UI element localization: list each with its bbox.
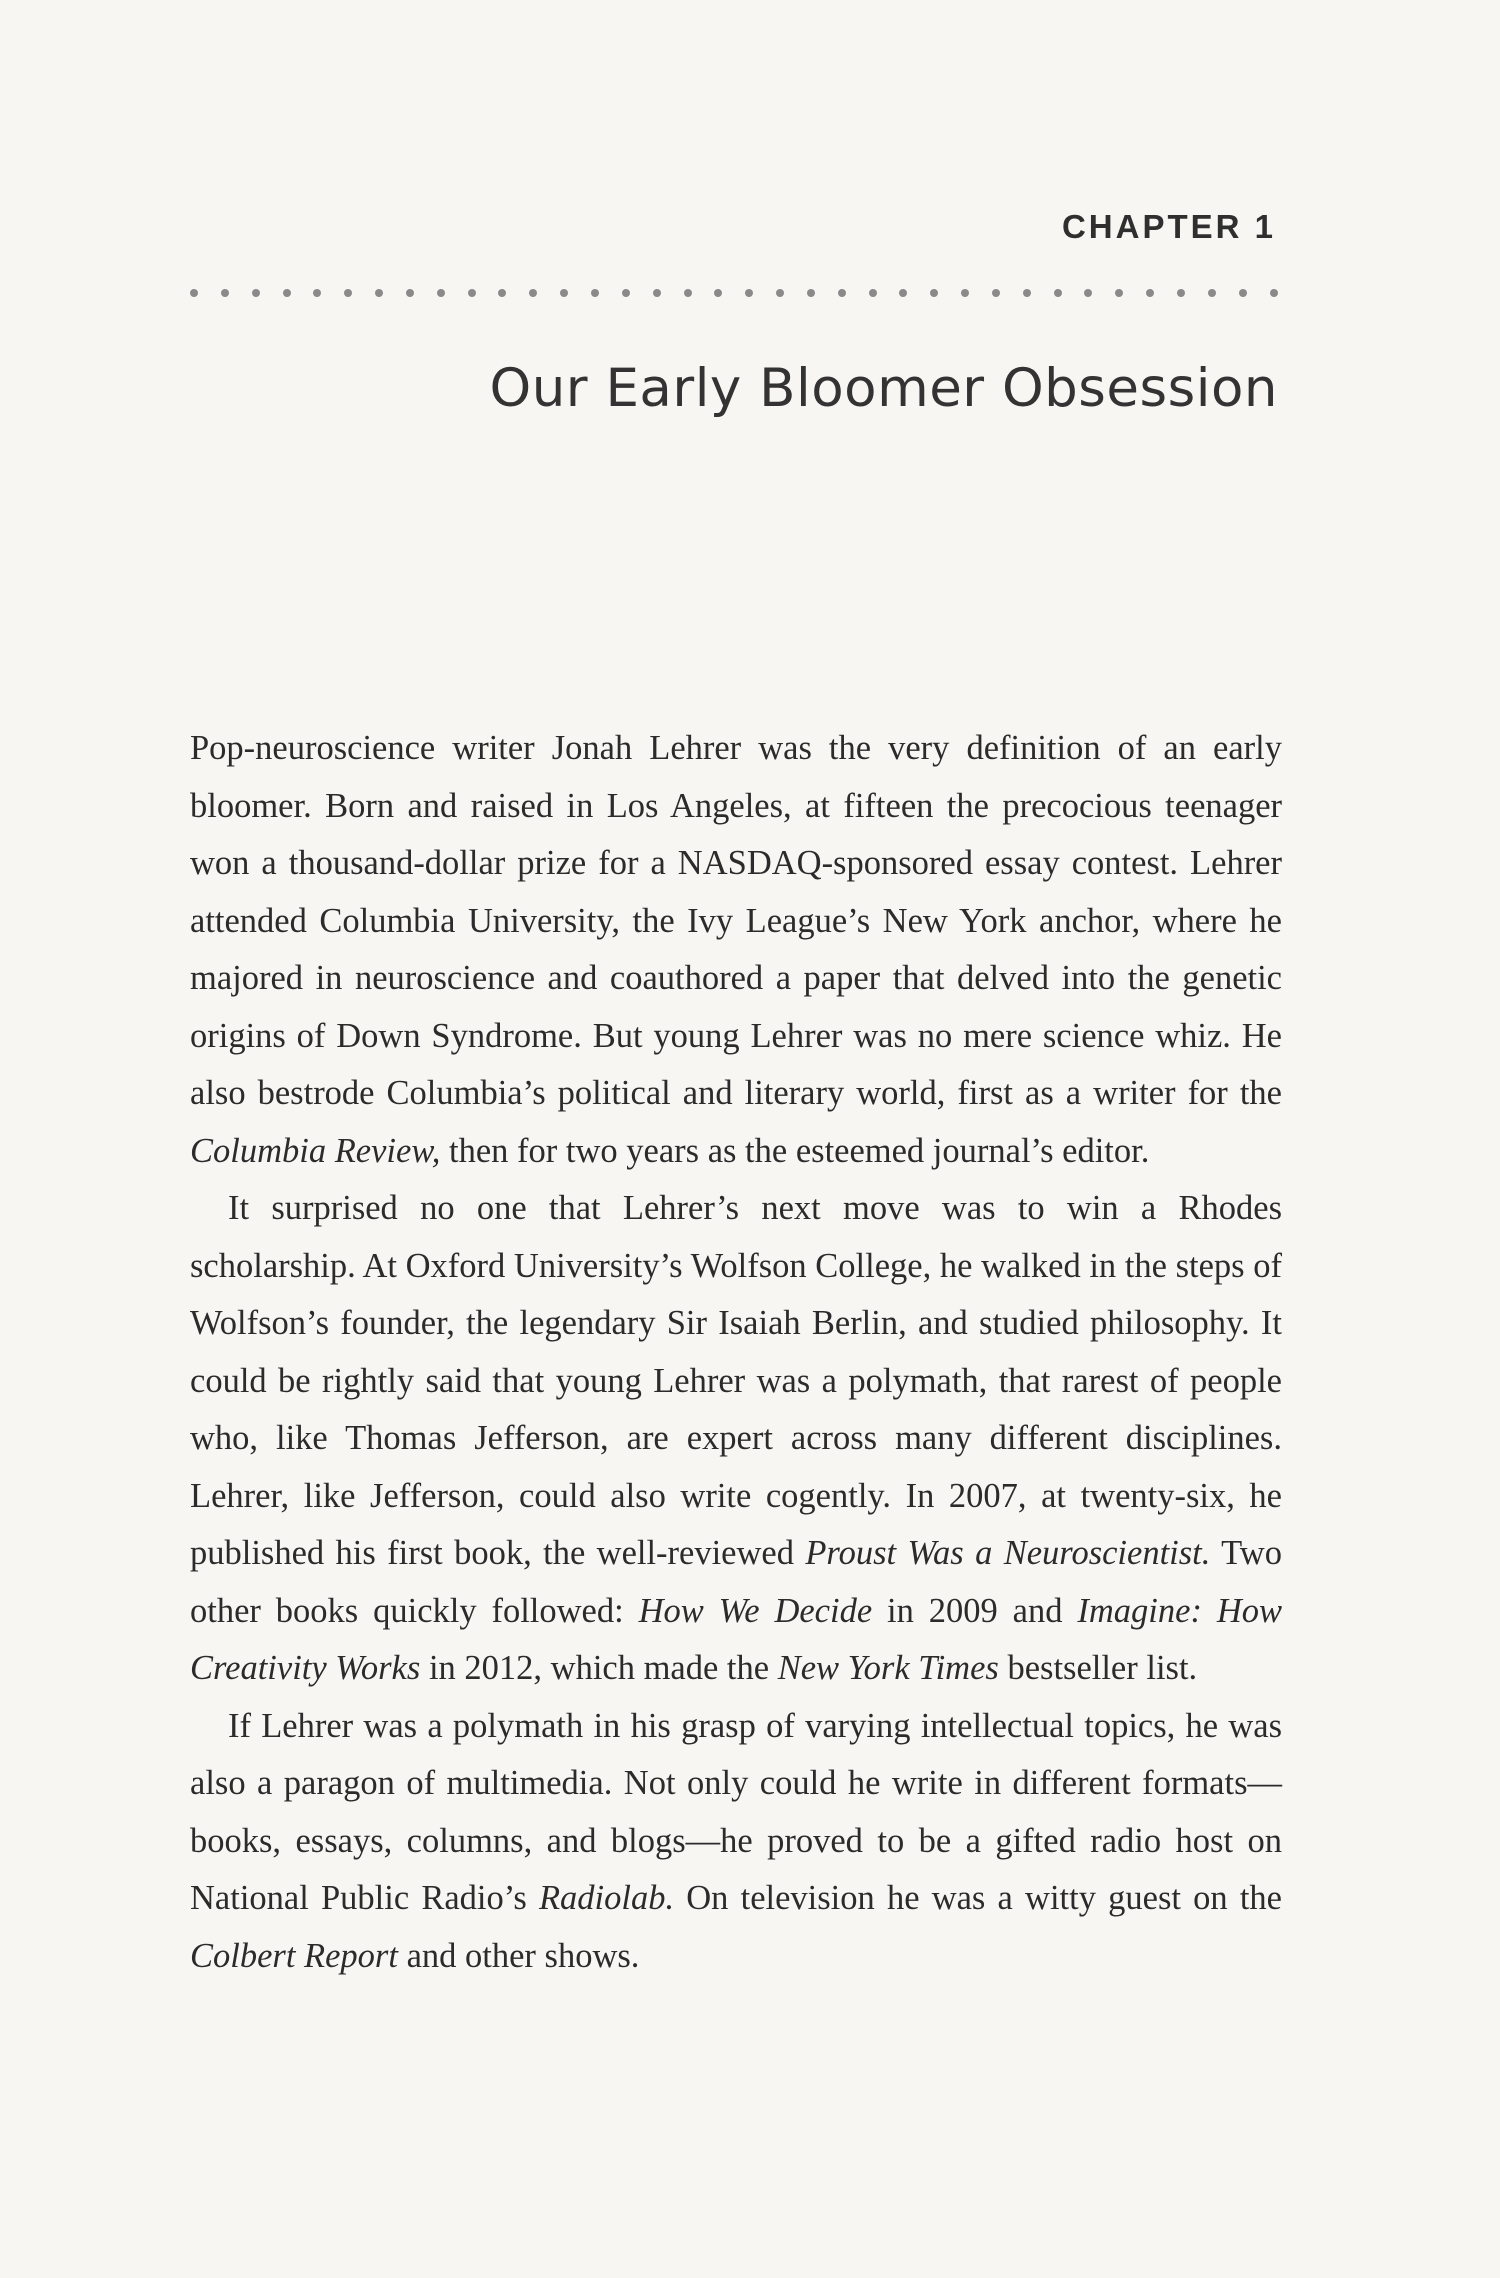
text-run: If Lehrer was a polymath in his grasp of varying intellectual topics, he was also a paragon of multimedia. Not only could he write in different formats—books, essays, columns, and blogs—he proved to be a gifted radio host on National Public Radio’s [190,1706,1282,1917]
italic-title: Columbia Review, [190,1131,441,1170]
divider-dot [560,289,568,297]
divider-dot [221,289,229,297]
divider-dot [1208,289,1216,297]
divider-dot [622,289,630,297]
divider-dot [869,289,877,297]
text-run: and other shows. [397,1936,640,1975]
text-run: On television he was a witty guest on the [674,1879,1282,1917]
divider-dot [653,289,661,297]
divider-dot [1115,289,1123,297]
divider-dot [1054,289,1062,297]
divider-dot [529,289,537,297]
dotted-divider [190,286,1278,300]
divider-dot [1146,289,1154,297]
italic-title: Imagine: How Creativity Works [190,1591,1283,1687]
divider-dot [468,289,476,297]
text-run: in 2012, which made the [420,1649,778,1687]
divider-dot [684,289,692,297]
divider-dot [807,289,815,297]
divider-dot [745,289,753,297]
divider-dot [283,289,291,297]
divider-dot [591,289,599,297]
italic-title: How We Decide [638,1591,873,1630]
divider-dot [375,289,383,297]
divider-dot [930,289,938,297]
text-run: in 2009 and [872,1591,1078,1630]
body-text [190,720,1282,1985]
text-run: Two other books quickly followed: [190,1534,1282,1630]
divider-dot [252,289,260,297]
chapter-number: CHAPTER 1 [1061,208,1276,245]
italic-title: Colbert Report [190,1936,398,1975]
divider-dot [714,289,722,297]
paragraph-2 [190,1180,1282,1698]
divider-dot [344,289,352,297]
paragraph-1 [190,720,1282,1180]
divider-dot [498,289,506,297]
divider-dot [1023,289,1031,297]
divider-dot [899,289,907,297]
italic-title: Radiolab. [538,1879,675,1917]
divider-dot [776,289,784,297]
divider-dot [1239,289,1247,297]
divider-dot [838,289,846,297]
divider-dot [313,289,321,297]
divider-dot [992,289,1000,297]
text-run: bestseller list. [998,1649,1198,1687]
divider-dot [406,289,414,297]
divider-dot [1177,289,1185,297]
chapter-title: Our Early Bloomer Obsession [489,358,1278,419]
divider-dot [190,289,198,297]
paragraph-3 [190,1698,1282,1986]
divider-dot [961,289,969,297]
divider-dot [437,289,445,297]
text-run: then for two years as the esteemed journal’s editor. [440,1131,1150,1170]
divider-dot [1270,289,1278,297]
divider-dot [1084,289,1092,297]
text-run: Pop-neuroscience writer Jonah Lehrer was the very definition of an early bloomer. Born and raised in Los Angeles, at fifteen the precocious teenager won a thousand-dollar prize for a NASDAQ-sponsored essay contest. Lehrer attended Columbia University, the Ivy League’s New York anchor, where he majored in neuroscience and coauthored a paper that delved into the genetic origins of Down Syndrome. But young Lehrer was no mere science whiz. He also bestrode Columbia’s political and literary world, first as a writer for the [190,729,1282,1112]
italic-title: New York Times [777,1649,999,1687]
italic-title: Proust Was a Neuroscientist. [805,1534,1211,1572]
text-run: It surprised no one that Lehrer’s next move was to win a Rhodes scholarship. At Oxford University’s Wolfson College, he walked in the steps of Wolfson’s founder, the legendary Sir Isaiah Berlin, and studied philosophy. It could be rightly said that young Lehrer was a polymath, that rarest of people who, like Thomas Jefferson, are expert across many different disciplines. Lehrer, like Jefferson, could also write cogently. In 2007, at twenty-six, he published his first book, the well-reviewed [190,1189,1282,1572]
